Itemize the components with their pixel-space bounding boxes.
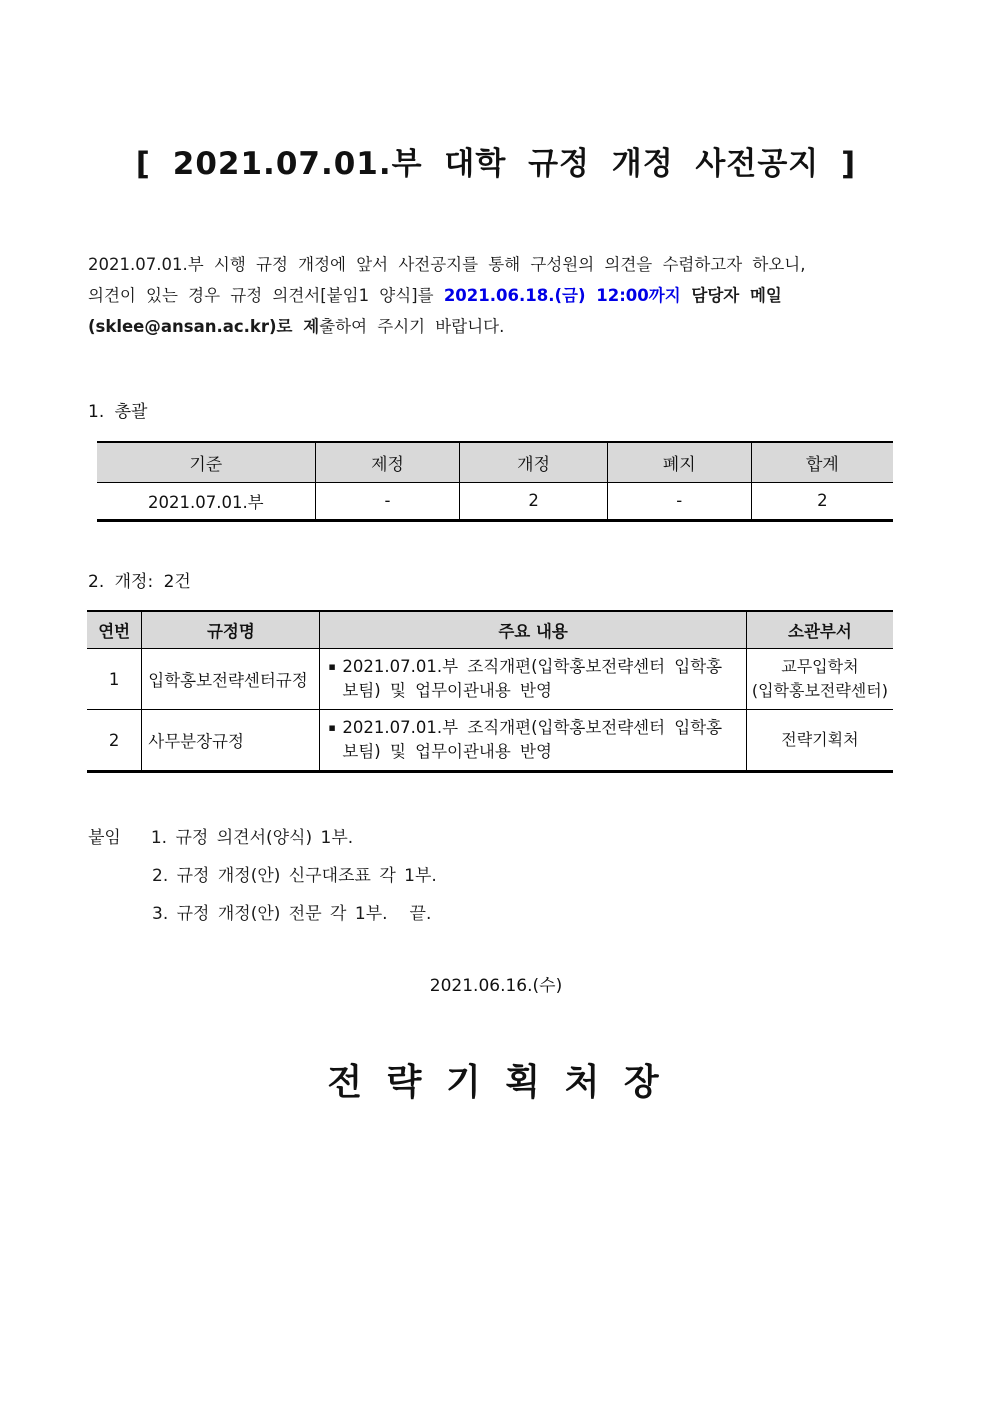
attachment-item: 1. 규정 의견서(양식) 1부. — [150, 828, 354, 848]
attachments-label: 붙임 — [88, 828, 121, 848]
intro-line — [88, 311, 912, 342]
intro-line — [88, 280, 912, 311]
contact-email: (sklee@ansan.ac.kr)로 제 — [88, 317, 320, 336]
cell-no: 1 — [87, 649, 142, 710]
col-header-enacted: 제정 — [315, 442, 460, 482]
square-bullet-icon: ▪ — [328, 721, 336, 734]
square-bullet-icon: ▪ — [328, 660, 336, 673]
col-header-total: 합계 — [751, 442, 893, 482]
intro-line — [88, 249, 912, 280]
content-text: 2021.07.01.부 조직개편(입학홍보전략센터 입학홍보팀) 및 업무이관내용 반영 — [342, 657, 723, 700]
intro-text: 2021.07.01.부 시행 규정 개정에 앞서 사전공지를 통해 구성원의 의견을 수렴하고자 하오니, — [88, 255, 806, 274]
cell-department — [746, 710, 893, 772]
attachment-line — [88, 857, 992, 895]
section1-heading: 1. 총괄 — [88, 402, 148, 422]
attachment-line — [88, 819, 992, 857]
department-line2: (입학홍보전략센터) — [751, 681, 888, 700]
cell-regulation-name: 입학홍보전략센터규정 — [142, 649, 320, 710]
signature-title: 전 략 기 획 처 장 — [327, 1062, 665, 1103]
table-row — [87, 649, 893, 710]
cell-enacted: - — [315, 482, 460, 520]
intro-paragraph — [88, 249, 912, 342]
col-header-regulation: 규정명 — [142, 611, 320, 649]
cell-amended: 2 — [460, 482, 607, 520]
intro-text: 의견이 있는 경우 규정 의견서[붙임1 양식]를 — [88, 286, 444, 305]
col-header-department: 소관부서 — [746, 611, 893, 649]
attachment-item: 2. 규정 개정(안) 신구대조표 각 1부. — [152, 866, 437, 886]
cell-total: 2 — [751, 482, 893, 520]
summary-table — [97, 441, 893, 522]
department-line1: 교무입학처 — [781, 657, 859, 676]
col-header-amended: 개정 — [460, 442, 607, 482]
intro-text: 출하여 주시기 바랍니다. — [319, 317, 505, 336]
cell-abolished: - — [607, 482, 751, 520]
summary-table-header-row — [97, 442, 893, 482]
attachment-item: 3. 규정 개정(안) 전문 각 1부. — [152, 904, 388, 924]
col-header-content: 주요 내용 — [320, 611, 746, 649]
amendments-table — [87, 610, 893, 774]
cell-regulation-name: 사무분장규정 — [142, 710, 320, 772]
cell-no: 2 — [87, 710, 142, 772]
content-text: 2021.07.01.부 조직개편(입학홍보전략센터 입학홍보팀) 및 업무이관내용 반영 — [342, 718, 723, 761]
amendments-table-header-row — [87, 611, 893, 649]
cell-basis: 2021.07.01.부 — [97, 482, 315, 520]
col-header-abolished: 폐지 — [607, 442, 751, 482]
table-row — [87, 710, 893, 772]
cell-main-content — [320, 710, 746, 772]
col-header-no: 연번 — [87, 611, 142, 649]
attachment-line — [88, 895, 992, 933]
summary-table-row — [97, 482, 893, 520]
col-header-basis: 기준 — [97, 442, 315, 482]
deadline-highlight: 2021.06.18.(금) 12:00까지 — [443, 286, 681, 305]
intro-text-bold: 담당자 메일 — [680, 286, 782, 305]
department-line1: 전략기획처 — [781, 730, 859, 749]
page-title: [ 2021.07.01.부 대학 규정 개정 사전공지 ] — [135, 146, 857, 182]
cell-department — [746, 649, 893, 710]
document-date: 2021.06.16.(수) — [429, 976, 563, 996]
attachments-list — [88, 819, 992, 933]
cell-main-content — [320, 649, 746, 710]
section2-heading: 2. 개정: 2건 — [88, 571, 191, 592]
end-mark: 끝. — [409, 904, 432, 924]
